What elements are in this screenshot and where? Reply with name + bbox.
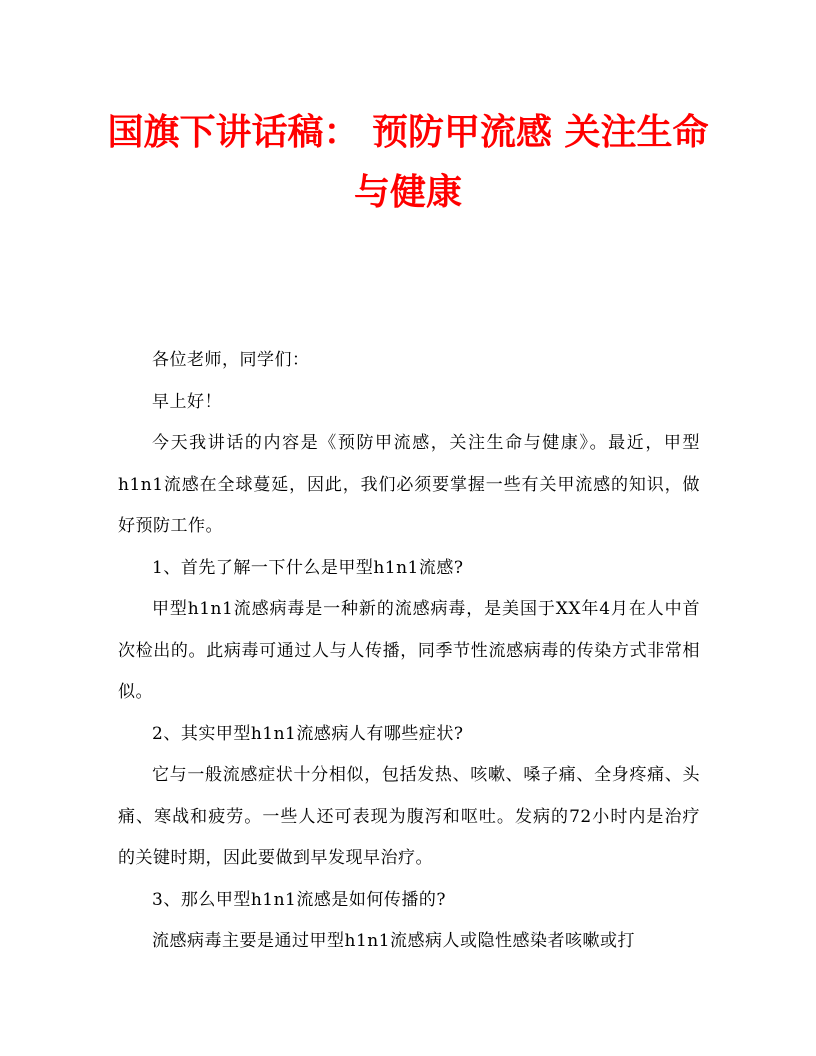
paragraph-answer-1: 甲型h1n1流感病毒是一种新的流感病毒，是美国于XX年4月在人中首次检出的。此病毒可通过人与人传播，同季节性流感病毒的传染方式非常相似。 bbox=[118, 599, 700, 702]
document-body bbox=[118, 340, 700, 963]
paragraph-answer-3: 流感病毒主要是通过甲型h1n1流感病人或隐性感染者咳嗽或打 bbox=[152, 931, 636, 951]
title-line-2: 与健康 bbox=[353, 171, 462, 213]
greeting: 早上好！ bbox=[152, 391, 222, 412]
salutation: 各位老师，同学们： bbox=[152, 350, 310, 370]
heading-question-2: 2、其实甲型h1n1流感病人有哪些症状? bbox=[152, 723, 464, 744]
heading-question-1: 1、首先了解一下什么是甲型h1n1流感? bbox=[152, 557, 464, 578]
heading-question-3: 3、那么甲型h1n1流感是如何传播的? bbox=[152, 889, 446, 910]
paragraph-answer-2: 它与一般流感症状十分相似，包括发热、咳嗽、嗓子痛、全身疼痛、头痛、寒战和疲劳。一些人还可表现为腹泻和呕吐。发病的72小时内是治疗的关键时期，因此要做到早发现早治疗。 bbox=[118, 765, 700, 868]
paragraph-intro: 今天我讲话的内容是《预防甲流感，关注生命与健康》。最近，甲型h1n1流感在全球蔓延，因此，我们必须要掌握一些有关甲流感的知识，做好预防工作。 bbox=[118, 433, 700, 536]
title-line-1: 国旗下讲话稿： 预防甲流感 关注生命 bbox=[107, 111, 709, 153]
document-title bbox=[100, 102, 716, 222]
